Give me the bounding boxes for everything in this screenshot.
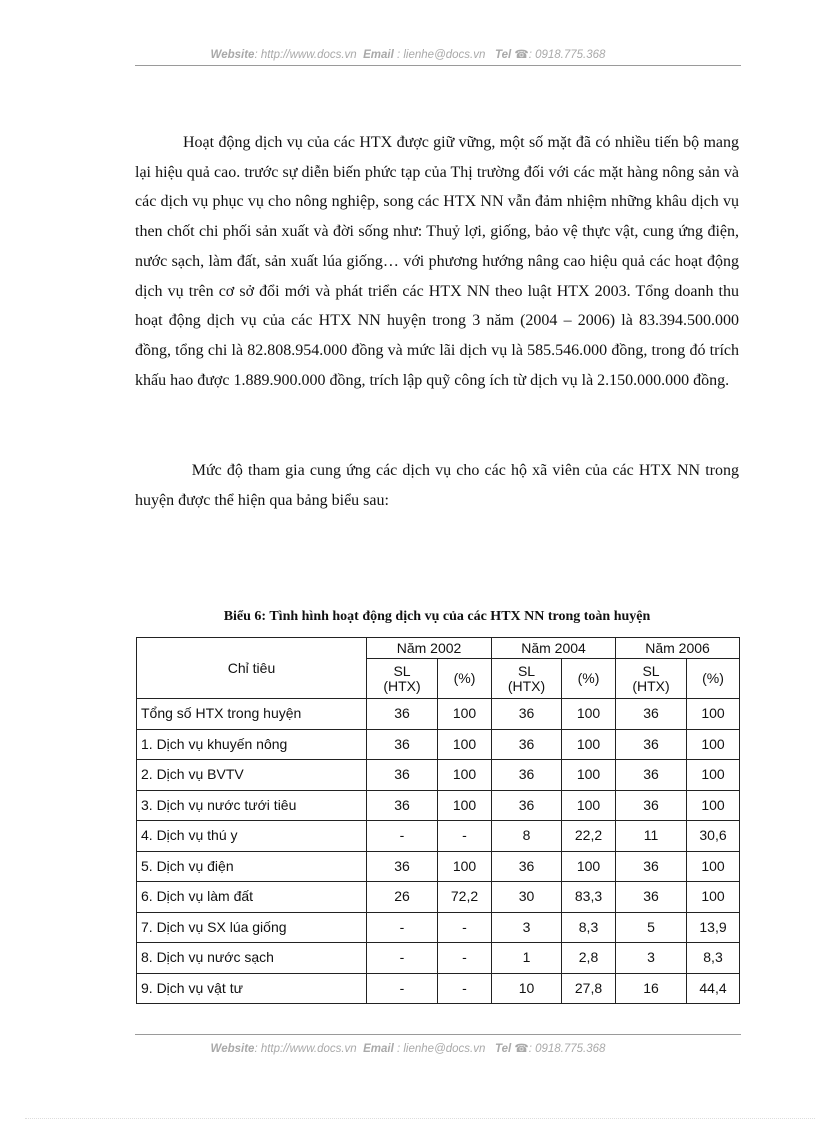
header-website-label: Website — [210, 49, 255, 61]
cell-value: 36 — [492, 760, 562, 791]
cell-value: 100 — [687, 882, 740, 913]
cell-value: 3 — [616, 943, 687, 974]
cell-value: - — [367, 943, 438, 974]
cell-value: 30,6 — [687, 821, 740, 852]
cell-value: 36 — [616, 729, 687, 760]
cell-value: 36 — [492, 790, 562, 821]
cell-value: 100 — [438, 760, 492, 791]
body-paragraph-1 — [135, 128, 739, 395]
table-row — [137, 912, 740, 943]
indicator-header: Chỉ tiêu — [137, 638, 367, 699]
row-label: 7. Dịch vụ SX lúa giống — [137, 912, 367, 943]
table-row — [137, 821, 740, 852]
cell-value: 72,2 — [438, 882, 492, 913]
cell-value: 8,3 — [562, 912, 616, 943]
service-table — [136, 637, 740, 1004]
sl-header-text: SL (HTX) — [383, 662, 421, 694]
footer-website-label: Website — [210, 1043, 255, 1055]
cell-value: 100 — [687, 790, 740, 821]
cell-value: 36 — [616, 882, 687, 913]
cell-value: - — [367, 973, 438, 1004]
header-tel-label: Tel — [494, 49, 512, 61]
cell-value: 10 — [492, 973, 562, 1004]
cell-value: 36 — [367, 760, 438, 791]
table-row — [137, 882, 740, 913]
cell-value: 13,9 — [687, 912, 740, 943]
cell-value: 36 — [616, 790, 687, 821]
cell-value: 44,4 — [687, 973, 740, 1004]
phone-icon: ☎ — [514, 1043, 529, 1055]
sl-header — [367, 659, 438, 699]
cell-value: 1 — [492, 943, 562, 974]
cell-value: 100 — [562, 760, 616, 791]
cell-value: 100 — [438, 729, 492, 760]
cell-value: 8 — [492, 821, 562, 852]
table-row — [137, 973, 740, 1004]
cell-value: 16 — [616, 973, 687, 1004]
cell-value: 8,3 — [687, 943, 740, 974]
sl-header — [616, 659, 687, 699]
sl-header — [492, 659, 562, 699]
row-label: 1. Dịch vụ khuyến nông — [137, 729, 367, 760]
cell-value: 100 — [687, 699, 740, 730]
cell-value: 36 — [367, 851, 438, 882]
paragraph-2-text: Mức độ tham gia cung ứng các dịch vụ cho các hộ xã viên của các HTX NN trong huyện được thể hiện qua bảng biểu sau: — [135, 462, 740, 509]
cell-value: - — [438, 821, 492, 852]
row-label: 4. Dịch vụ thú y — [137, 821, 367, 852]
cell-value: 100 — [438, 790, 492, 821]
cell-value: 100 — [438, 851, 492, 882]
row-label: 3. Dịch vụ nước tưới tiêu — [137, 790, 367, 821]
year-header: Năm 2006 — [616, 638, 740, 659]
cell-value: 2,8 — [562, 943, 616, 974]
cell-value: 83,3 — [562, 882, 616, 913]
header-rule — [135, 65, 741, 66]
cell-value: 36 — [492, 851, 562, 882]
cell-value: 36 — [367, 790, 438, 821]
cell-value: 22,2 — [562, 821, 616, 852]
footer-email-label: Email — [363, 1043, 394, 1055]
row-label: 6. Dịch vụ làm đất — [137, 882, 367, 913]
cell-value: - — [367, 912, 438, 943]
cell-value: 27,8 — [562, 973, 616, 1004]
phone-icon: ☎ — [514, 49, 529, 61]
body-paragraph-2 — [135, 456, 739, 515]
table-header-row — [137, 638, 740, 659]
cell-value: 11 — [616, 821, 687, 852]
cell-value: 36 — [492, 729, 562, 760]
cell-value: 36 — [616, 760, 687, 791]
sl-header-text: SL (HTX) — [507, 662, 546, 694]
header-website-link[interactable]: : http://www.docs.vn — [254, 49, 357, 61]
cell-value: - — [438, 943, 492, 974]
cell-value: 100 — [562, 729, 616, 760]
header-tel-value: : 0918.775.368 — [528, 49, 606, 61]
cell-value: 3 — [492, 912, 562, 943]
cell-value: 100 — [687, 760, 740, 791]
cell-value: 5 — [616, 912, 687, 943]
row-label: 9. Dịch vụ vật tư — [137, 973, 367, 1004]
cell-value: - — [438, 973, 492, 1004]
table-row — [137, 729, 740, 760]
table-row — [137, 699, 740, 730]
table-caption: Biểu 6: Tình hình hoạt động dịch vụ của các HTX NN trong toàn huyện — [223, 609, 651, 624]
table-row — [137, 851, 740, 882]
pct-header: (%) — [562, 659, 616, 699]
footer-email-link[interactable]: : lienhe@docs.vn — [396, 1043, 486, 1055]
cell-value: 36 — [367, 729, 438, 760]
cell-value: 36 — [616, 699, 687, 730]
row-label: Tổng số HTX trong huyện — [137, 699, 367, 730]
cell-value: 30 — [492, 882, 562, 913]
sl-header-text: SL (HTX) — [632, 662, 670, 694]
row-label: 8. Dịch vụ nước sạch — [137, 943, 367, 974]
page-edge — [25, 1118, 815, 1119]
footer-tel-value: : 0918.775.368 — [528, 1043, 606, 1055]
paragraph-1-text: Hoạt động dịch vụ của các HTX được giữ vững, một số mặt đã có nhiều tiến bộ mang lại hiệu quả cao. trước sự diễn biến phức tạp của Thị trường đối với các mặt hàng nông sản và các dịch vụ phục vụ cho nông nghiệp, song các HTX NN vẫn đảm nhiệm những khâu dịch vụ then chốt chi phối sản xuất và đời sống như: Thuỷ lợi, giống, bảo vệ thực vật, cung ứng điện, nước sạch, làm đất, sản xuất lúa giống… với phương hướng nâng cao hiệu quả các hoạt động dịch vụ trên cơ sở đổi mới và phát triển các HTX NN theo luật HTX 2003. Tổng doanh thu hoạt động dịch vụ của các HTX NN huyện trong 3 năm (2004 – 2006) là 83.394.500.000 đồng, tổng chi là 82.808.954.000 đồng và mức lãi dịch vụ là 585.546.000 đồng, trong đó trích khấu hao được 1.889.900.000 đồng, trích lập quỹ công ích từ dịch vụ là 2.150.000.000 đồng. — [135, 134, 739, 389]
table-row — [137, 790, 740, 821]
footer-rule — [135, 1034, 741, 1035]
year-header: Năm 2004 — [492, 638, 616, 659]
footer-tel-label: Tel — [494, 1043, 512, 1055]
cell-value: 100 — [687, 729, 740, 760]
cell-value: - — [367, 821, 438, 852]
table-row — [137, 760, 740, 791]
cell-value: 36 — [616, 851, 687, 882]
cell-value: - — [438, 912, 492, 943]
cell-value: 100 — [562, 790, 616, 821]
table-row — [137, 943, 740, 974]
page-footer — [0, 1041, 816, 1055]
pct-header: (%) — [687, 659, 740, 699]
cell-value: 100 — [562, 851, 616, 882]
cell-value: 100 — [562, 699, 616, 730]
row-label: 2. Dịch vụ BVTV — [137, 760, 367, 791]
cell-value: 26 — [367, 882, 438, 913]
cell-value: 36 — [492, 699, 562, 730]
header-email-link[interactable]: : lienhe@docs.vn — [396, 49, 486, 61]
row-label: 5. Dịch vụ điện — [137, 851, 367, 882]
cell-value: 100 — [438, 699, 492, 730]
year-header: Năm 2002 — [367, 638, 492, 659]
header-email-label: Email — [363, 49, 394, 61]
footer-website-link[interactable]: : http://www.docs.vn — [254, 1043, 357, 1055]
cell-value: 36 — [367, 699, 438, 730]
pct-header: (%) — [438, 659, 492, 699]
cell-value: 100 — [687, 851, 740, 882]
page-header — [0, 47, 816, 61]
